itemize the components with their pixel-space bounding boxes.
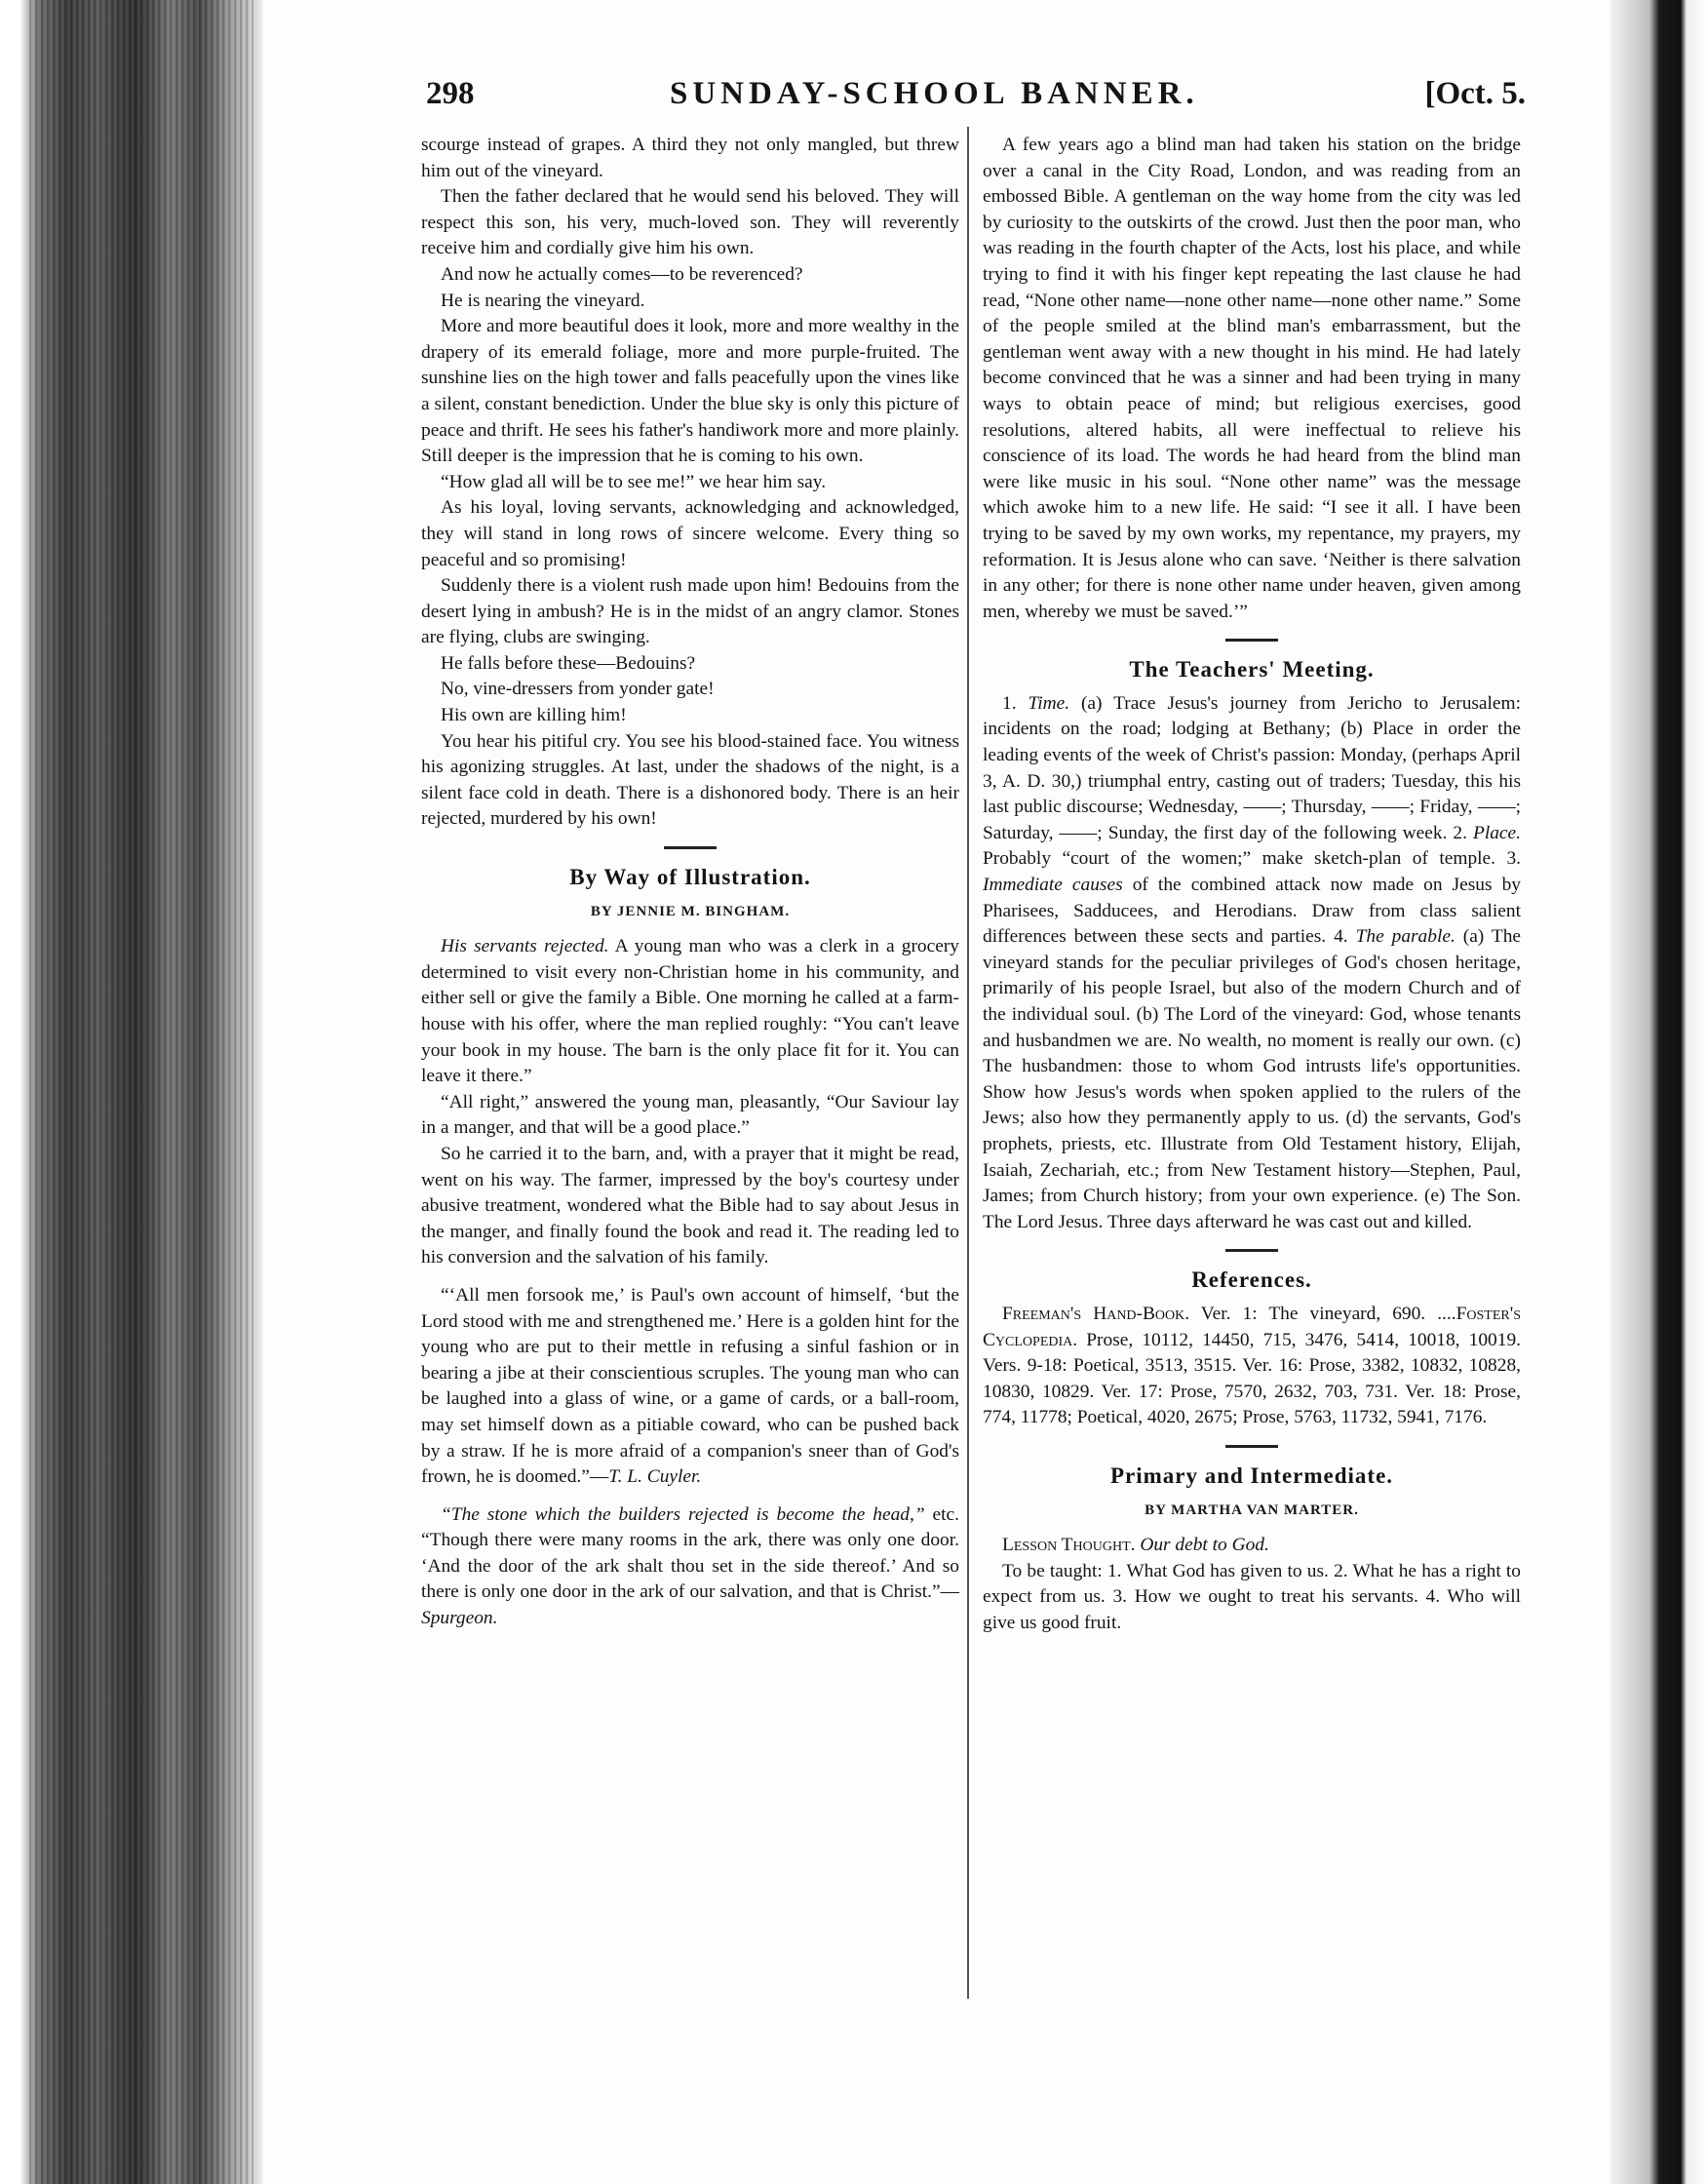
magazine-title: SUNDAY-SCHOOL BANNER. bbox=[670, 76, 1199, 111]
column-divider bbox=[967, 127, 969, 1999]
book-binding-edge bbox=[0, 0, 263, 2184]
paragraph bbox=[421, 1283, 959, 1491]
next-page-edge bbox=[1611, 0, 1708, 2184]
paragraph-text: A young man who was a clerk in a grocery determined to visit every non-Christian home in his community, and either sell or give the family a Bible. One morning he called at a farm-house with his offer, where the man replied roughly: “You can't leave your book in my house. The barn is the only place fit for it. You can leave it there.” bbox=[421, 936, 959, 1087]
paragraph-text: of the combined attack now made on Jesus by Pharisees, Sadducees, and Herodians. Draw from class salient differences between these sects and parties. 4. bbox=[983, 875, 1521, 948]
lesson-thought: Our debt to God. bbox=[1140, 1535, 1269, 1556]
quote-attribution: Spurgeon. bbox=[421, 1608, 498, 1629]
paragraph: “All right,” answered the young man, pleasantly, “Our Saviour lay in a manger, and that will be a good place.” bbox=[421, 1091, 959, 1139]
paragraph: He falls before these—Bedouins? bbox=[441, 652, 696, 674]
section-rule bbox=[1225, 1249, 1278, 1252]
section-heading-primary: Primary and Intermediate. bbox=[1109, 1462, 1394, 1488]
quote-attribution: T. L. Cuyler. bbox=[608, 1466, 702, 1488]
italic-label: Time. bbox=[1028, 692, 1070, 714]
paragraph: To be taught: 1. What God has given to us. 2. What he has a right to expect from us. 3. How we ought to treat his servants. 4. Who will give us good fruit. bbox=[983, 1560, 1521, 1633]
paragraph bbox=[421, 1502, 959, 1632]
paragraph bbox=[983, 1302, 1521, 1431]
paragraph-text: (a) The vineyard stands for the peculiar privileges of God's chosen heritage, primarily of his people Israel, but also of the modern Church and of the individual soul. (b) The Lord of the vineyard: God, whose tenants and husbandmen we are. No wealth, no moment is really our own. (c) The husbandmen: those to whom God intrusts life's opportunities. Show how Jesus's words when spoken applied to the rulers of the Jews; also how they permanently apply to us. (d) the servants, God's prophets, priests, etc. Illustrate from Old Testament history, Elijah, Isaiah, Zechariah, etc.; from New Testament history—Stephen, Paul, James; from Church history; from your own experience. (e) The Son. The Lord Jesus. Three days afterward he was cast out and killed. bbox=[983, 926, 1521, 1232]
paragraph-text: Probably “court of the women;” make sketch-plan of temple. 3. bbox=[983, 848, 1521, 870]
paragraph: More and more beautiful does it look, more and more wealthy in the drapery of its emerald foliage, more and more purple-fruited. The sunshine lies on the high tower and falls peacefully upon the vines like a silent, constant benediction. Under the blue sky is only this picture of peace and thrift. He sees his father's handiwork more and more plainly. Still deeper is the impression that he is coming to his own. bbox=[421, 316, 959, 467]
paragraph bbox=[983, 691, 1521, 1235]
page-header bbox=[426, 76, 1526, 125]
italic-lead: His servants rejected. bbox=[441, 936, 609, 957]
italic-label: Place. bbox=[1473, 822, 1521, 843]
paragraph bbox=[421, 934, 959, 1090]
issue-date: [Oct. 5. bbox=[1424, 76, 1526, 111]
paragraph: A few years ago a blind man had taken his station on the bridge over a canal in the City Road, London, and was reading from an embossed Bible. A gentleman on the way home from the city was led by curiosity to the outskirts of the crowd. Just then the poor man, who was reading in the fourth chapter of the Acts, lost his place, and while trying to find it with his finger kept repeating the last clause he had read, “None other name—none other name—none other name.” Some of the people smiled at the blind man's embarrassment, but the gentleman went away with a new thought in his mind. He had lately become convinced that he was a sinner and had been trying in many ways to obtain peace of mind; but religious exercises, good resolutions, altered habits, all were ineffectual to relieve his conscience of its load. The words he had heard from the blind man were like music in his soul. “None other name” was the message which awoke him to a new life. He said: “I see it all. I have been trying to be saved by my own works, my repentance, my prayers, my reformation. It is Jesus alone who can save. ‘Neither is there salvation in any other; for there is none other name under heaven, given among men, whereby we must be saved.’” bbox=[983, 135, 1521, 622]
author-byline: BY MARTHA VAN MARTER. bbox=[1145, 1502, 1359, 1518]
paragraph: Suddenly there is a violent rush made upon him! Bedouins from the desert lying in ambush? He is in the midst of an angry clamor. Stones are flying, clubs are swinging. bbox=[421, 575, 959, 648]
paragraph-text: 1. bbox=[1002, 692, 1029, 714]
author-byline: BY JENNIE M. BINGHAM. bbox=[590, 903, 791, 919]
reference-source: Foster's Cyclopedia. bbox=[983, 1303, 1521, 1350]
section-rule bbox=[664, 846, 717, 849]
paragraph-text: etc. “Though there were many rooms in the ark, there was only one door. ‘And the door of the ark shalt thou set in the side thereof.’ And so there is only one door in the ark of our salvation, and that is Christ.”— bbox=[421, 1503, 959, 1603]
right-column bbox=[983, 133, 1521, 1636]
paragraph: scourge instead of grapes. A third they not only mangled, but threw him out of the vineyard. bbox=[421, 135, 959, 181]
paragraph bbox=[983, 1533, 1521, 1559]
page-edges-stripes bbox=[29, 0, 253, 2184]
paragraph: And now he actually comes—to be reverenced? bbox=[441, 263, 803, 285]
paragraph-text: “‘All men forsook me,’ is Paul's own account of himself, ‘but the Lord stood with me and strengthened me.’ Here is a golden hint for the young who are put to their mettle in refusing a sinful fashion or in bearing a jibe at their conscientious scruples. The young man who can be laughed into a glass of wine, or a game of cards, or a ball-room, may set himself down as a pitiable coward, who can be pushed back by a straw. If he is more afraid of a companion's sneer than of God's frown, he is doomed.”— bbox=[421, 1284, 959, 1488]
paragraph-text: Prose, 10112, 14450, 715, 3476, 5414, 10018, 10019. Vers. 9-18: Poetical, 3513, 3515. Ver. 16: Prose, 3382, 10832, 10828, 10830, 10829. Ver. 17: Prose, 7570, 2632, 703, 731. Ver. 18: Prose, 774, 11778; Poetical, 4020, 2675; Prose, 5763, 11732, 5941, 7176. bbox=[983, 1329, 1521, 1428]
italic-lead: “The stone which the builders rejected is become the head,” bbox=[441, 1503, 925, 1525]
paragraph: You hear his pitiful cry. You see his blood-stained face. You witness his agonizing struggles. At last, under the shadows of the night, is a silent face cold in death. There is a dishonored body. There is an heir rejected, murdered by his own! bbox=[421, 730, 959, 830]
left-column bbox=[421, 133, 959, 1632]
section-rule bbox=[1225, 639, 1278, 642]
paragraph: As his loyal, loving servants, acknowledging and acknowledged, they will stand in long rows of sincere welcome. Every thing so peaceful and so promising! bbox=[421, 497, 959, 570]
italic-label: The parable. bbox=[1355, 926, 1456, 948]
page-number: 298 bbox=[426, 76, 475, 111]
section-rule bbox=[1225, 1445, 1278, 1448]
section-heading-teachers-meeting: The Teachers' Meeting. bbox=[1129, 657, 1375, 682]
paragraph-text: Ver. 1: The vineyard, 690. .... bbox=[1189, 1303, 1456, 1324]
paragraph: No, vine-dressers from yonder gate! bbox=[441, 679, 715, 700]
paragraph: “How glad all will be to see me!” we hear him say. bbox=[441, 471, 827, 492]
paragraph: So he carried it to the barn, and, with a prayer that it might be read, went on his way. The farmer, impressed by the boy's courtesy under abusive treatment, wondered what the Bible had to say about Jesus in the manger, and finally found the book and read it. The reading led to his conversion and the salvation of his family. bbox=[421, 1143, 959, 1268]
paragraph: His own are killing him! bbox=[441, 705, 627, 726]
paragraph-text: (a) Trace Jesus's journey from Jericho to Jerusalem: incidents on the road; lodging at Bethany; (b) Place in order the leading events of the week of Christ's passion: Monday, (perhaps April 3, A. D. 30,) triumphal entry, casting out of traders; Tuesday, this his last public discourse; Wednesday, ——; Thursday, ——; Friday, ——; Saturday, ——; Sunday, the first day of the following week. 2. bbox=[983, 692, 1522, 843]
paragraph: Then the father declared that he would send his beloved. They will respect this son, his very, much-loved son. They will reverently receive him and cordially give him his own. bbox=[421, 186, 959, 259]
italic-label: Immediate causes bbox=[983, 875, 1123, 896]
section-heading-references: References. bbox=[1191, 1268, 1312, 1293]
lesson-thought-label: Lesson Thought. bbox=[1002, 1535, 1136, 1556]
reference-source: Freeman's Hand-Book. bbox=[1002, 1303, 1190, 1324]
paragraph: He is nearing the vineyard. bbox=[441, 290, 645, 311]
section-heading-illustration: By Way of Illustration. bbox=[569, 865, 811, 890]
